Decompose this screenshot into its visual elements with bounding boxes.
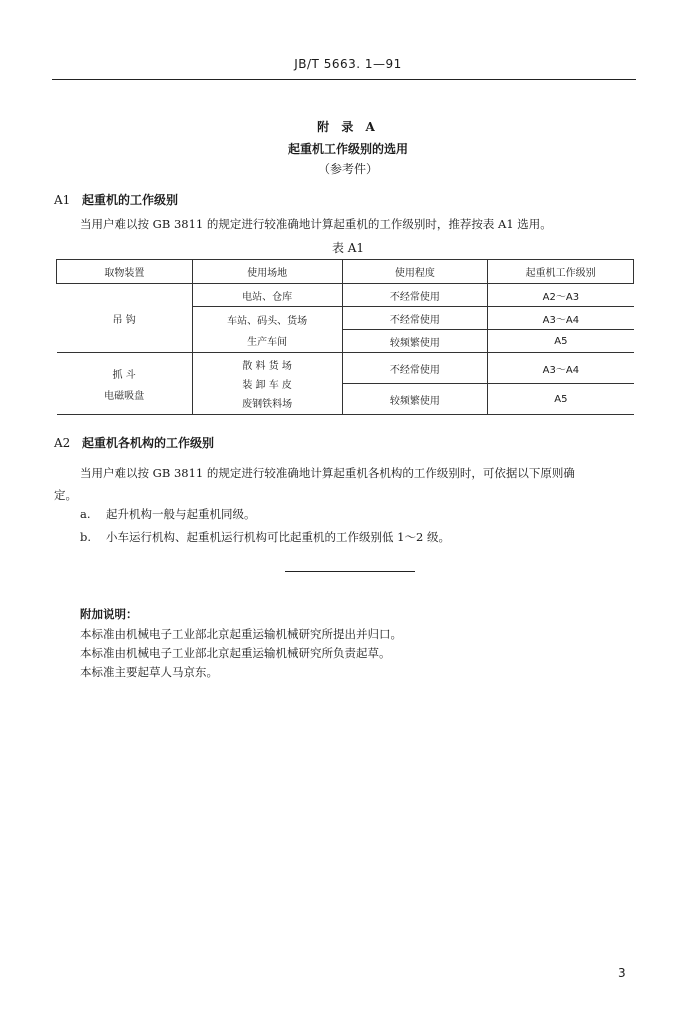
additional-line-3: 本标准主要起草人马京东。	[80, 665, 218, 679]
additional-line-2: 本标准由机械电子工业部北京起重运输机械研究所负责起草。	[80, 646, 391, 660]
list-item	[80, 506, 256, 522]
cell-grade: A5	[488, 384, 634, 415]
cell-site-bulk	[192, 353, 342, 415]
document-code-header: JB/T 5663. 1—91	[294, 57, 402, 71]
cell-device-hook	[57, 284, 193, 353]
site-bulk-line1: 散 料 货 场	[242, 361, 292, 372]
site-bulk-line2: 装 卸 车 皮	[242, 380, 292, 391]
additional-line-1: 本标准由机械电子工业部北京起重运输机械研究所提出并归口。	[80, 627, 402, 641]
section-a1-heading	[54, 191, 178, 208]
cell-usage: 不经常使用	[342, 307, 488, 330]
list-item	[80, 529, 450, 545]
header-device: 取物装置	[57, 260, 193, 284]
cell-usage: 较频繁使用	[342, 330, 488, 353]
section-a2-text-line2: 定。	[54, 488, 77, 502]
section-divider	[285, 571, 415, 572]
table-caption: 表 A1	[331, 241, 365, 255]
item-label: b.	[80, 530, 92, 544]
section-a1-number: A1	[54, 193, 71, 207]
item-label: a.	[80, 507, 91, 521]
table-row	[57, 353, 634, 384]
header-rule	[52, 79, 636, 80]
table-header-row	[57, 260, 634, 284]
device-grab-line1: 抓 斗	[112, 369, 136, 381]
section-a1-title: 起重机的工作级别	[82, 193, 179, 207]
site-station-line1: 车站、码头、货场	[227, 315, 308, 327]
cell-device-grab	[57, 353, 193, 415]
cell-grade: A2～A3	[488, 284, 634, 307]
cell-usage: 不经常使用	[342, 353, 488, 384]
cell-grade: A3～A4	[488, 307, 634, 330]
header-grade: 起重机工作级别	[488, 260, 634, 284]
item-text: 起升机构一般与起重机同级。	[106, 507, 256, 521]
cell-grade: A5	[488, 330, 634, 353]
work-class-table	[56, 259, 634, 415]
cell-usage: 不经常使用	[342, 284, 488, 307]
device-hook-label: 吊 钩	[112, 314, 136, 326]
cell-site-station	[192, 307, 342, 353]
appendix-note: （参考件）	[317, 162, 378, 176]
appendix-label: 附 录 A	[317, 120, 379, 134]
header-usage: 使用程度	[342, 260, 488, 284]
cell-site-power: 电站、仓库	[192, 284, 342, 307]
additional-heading: 附加说明：	[80, 607, 138, 621]
cell-usage: 较频繁使用	[342, 384, 488, 415]
cell-grade: A3～A4	[488, 353, 634, 384]
device-grab-line2: 电磁吸盘	[104, 390, 145, 402]
header-site: 使用场地	[192, 260, 342, 284]
page-number: 3	[618, 966, 626, 980]
table-row	[57, 284, 634, 307]
item-text: 小车运行机构、起重机运行机构可比起重机的工作级别低 1～2 级。	[106, 530, 450, 544]
appendix-title: 起重机工作级别的选用	[287, 142, 408, 156]
section-a2-title: 起重机各机构的工作级别	[82, 436, 215, 450]
site-bulk-line3: 废钢铁料场	[242, 399, 293, 410]
site-station-line2: 生产车间	[247, 336, 288, 348]
section-a2-heading	[54, 434, 214, 451]
section-a2-number: A2	[54, 436, 71, 450]
section-a2-text-line1: 当用户难以按 GB 3811 的规定进行较准确地计算起重机各机构的工作级别时，可依据以下原则确	[80, 466, 575, 480]
section-a1-text: 当用户难以按 GB 3811 的规定进行较准确地计算起重机的工作级别时，推荐按表 A1 选用。	[80, 217, 552, 231]
